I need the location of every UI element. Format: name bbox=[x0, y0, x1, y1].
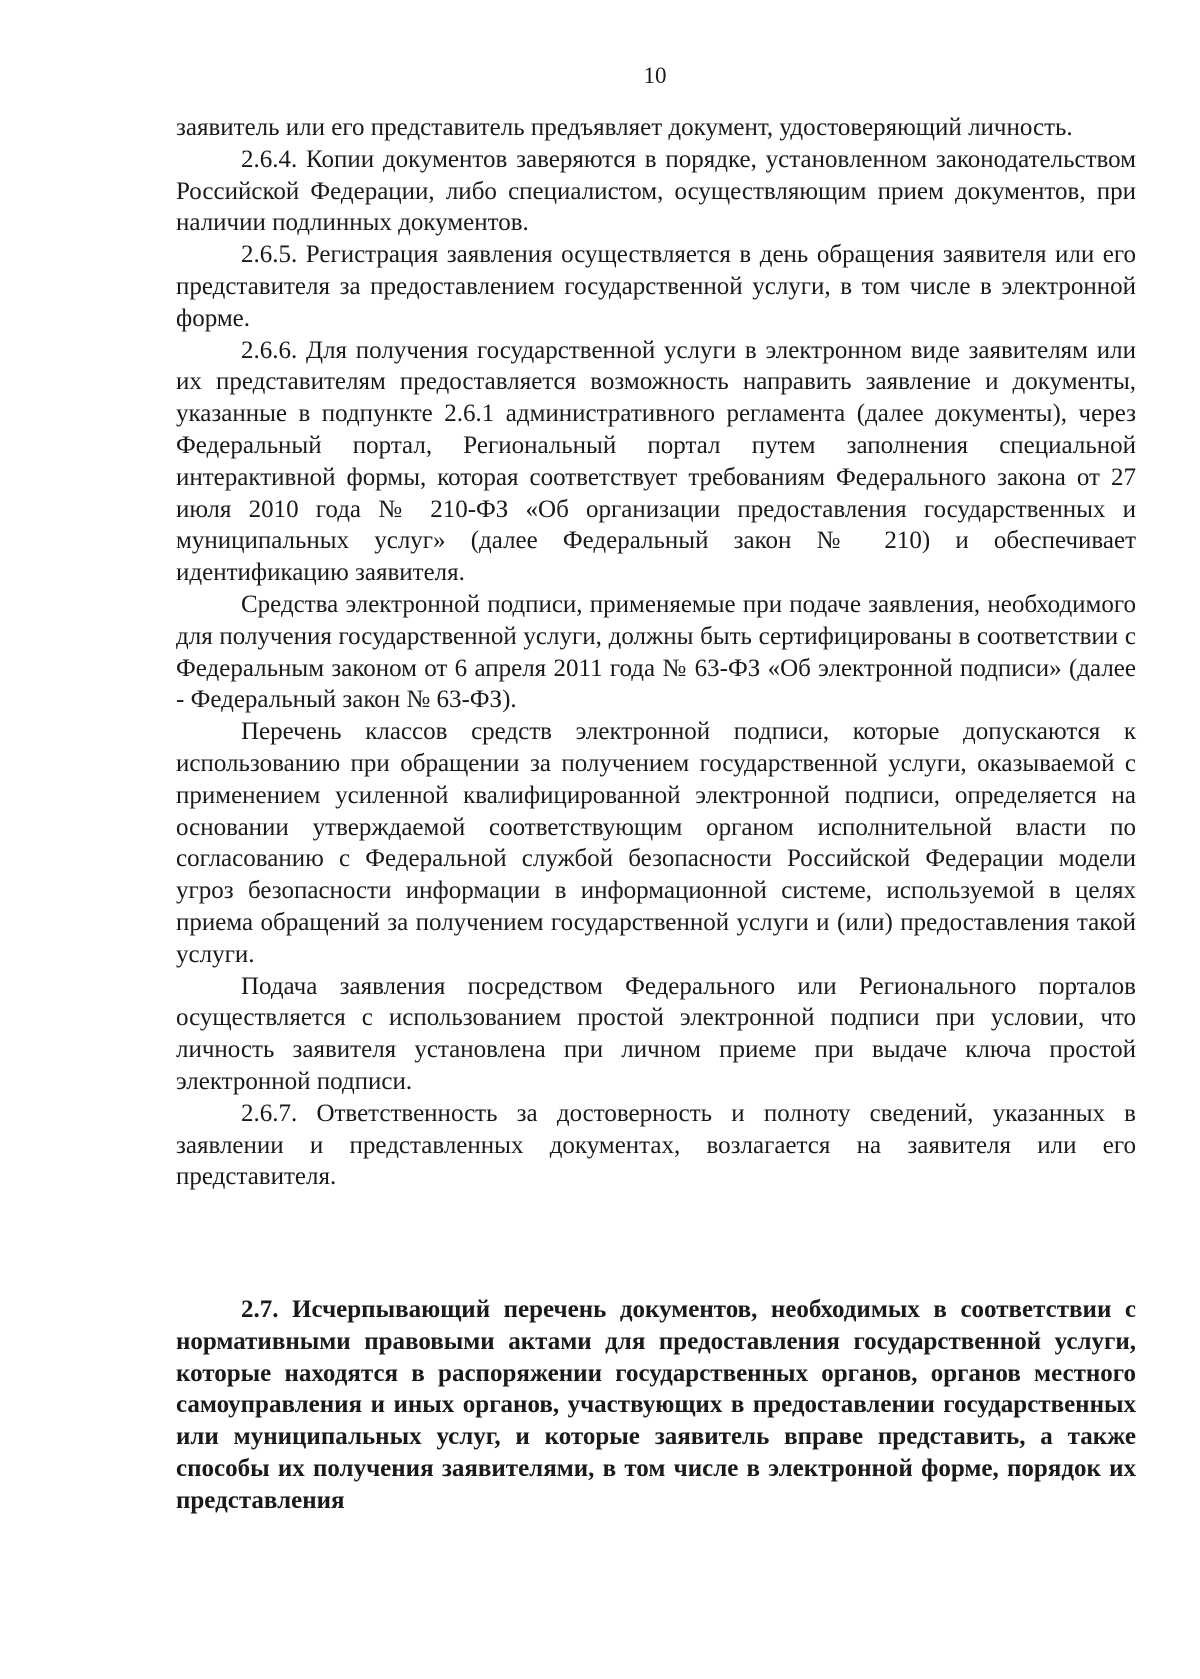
paragraph-2-6-7: 2.6.7. Ответственность за достоверность и полноту сведений, указанных в заявлении и представленных документах, возлагается на заявителя или его представителя. bbox=[176, 1099, 1136, 1191]
page-number: 10 bbox=[643, 63, 667, 88]
paragraph-signature-classes: Перечень классов средств электронной подписи, которые допускаются к использованию при обращении за получением государственной услуги, оказываемой с применением усиленной квалифицированной электронной подписи, определяется на основании утверждаемой соответствующим органом исполнительной власти по согласованию с Федеральной службой безопасности Российской Федерации модели угроз безопасности информации в информационной системе, используемой в целях приема обращений за получением государственной услуги и (или) предоставления такой услуги. bbox=[176, 718, 1136, 968]
paragraph-2-6-5: 2.6.5. Регистрация заявления осуществляется в день обращения заявителя или его представителя за предоставлением государственной услуги, в том числе в электронной форме. bbox=[176, 241, 1136, 332]
paragraph-2-6-4: 2.6.4. Копии документов заверяются в порядке, установленном законодательством Российской Федерации, либо специалистом, осуществляющим прием документов, при наличии подлинных документов. bbox=[176, 145, 1136, 237]
paragraph-continuation: заявитель или его представитель предъявляет документ, удостоверяющий личность. bbox=[176, 114, 1073, 141]
paragraph-electronic-signature-means: Средства электронной подписи, применяемые при подаче заявления, необходимого для получения государственной услуги, должны быть сертифицированы в соответствии с Федеральным законом от 6 апреля 2011 года № 63-ФЗ «Об электронной подписи» (далее - Федеральный закон № 63-ФЗ). bbox=[176, 590, 1136, 714]
section-heading-2-7: 2.7. Исчерпывающий перечень документов, необходимых в соответствии с нормативными правовыми актами для предоставления государственной услуги, которые находятся в распоряжении государственных органов, органов местного самоуправления и иных органов, участвующих в предоставлении государственных или муниципальных услуг, и которые заявитель вправе представить, а также способы их получения заявителями, в том числе в электронной форме, порядок их представления bbox=[176, 1296, 1136, 1514]
paragraph-portal-submission: Подача заявления посредством Федерального или Регионального порталов осуществляется с использованием простой электронной подписи при условии, что личность заявителя установлена при личном приеме при выдаче ключа простой электронной подписи. bbox=[176, 972, 1136, 1095]
paragraph-2-6-6: 2.6.6. Для получения государственной услуги в электронном виде заявителям или их представителям предоставляется возможность направить заявление и документы, указанные в подпункте 2.6.1 административного регламента (далее документы), через Федеральный портал, Региональный портал путем заполнения специальной интерактивной формы, которая соответствует требованиям Федерального закона от 27 июля 2010 года № 210-ФЗ «Об организации предоставления государственных и муниципальных услуг» (далее Федеральный закон № 210) и обеспечивает идентификацию заявителя. bbox=[176, 336, 1136, 587]
document-body bbox=[176, 112, 1136, 1193]
